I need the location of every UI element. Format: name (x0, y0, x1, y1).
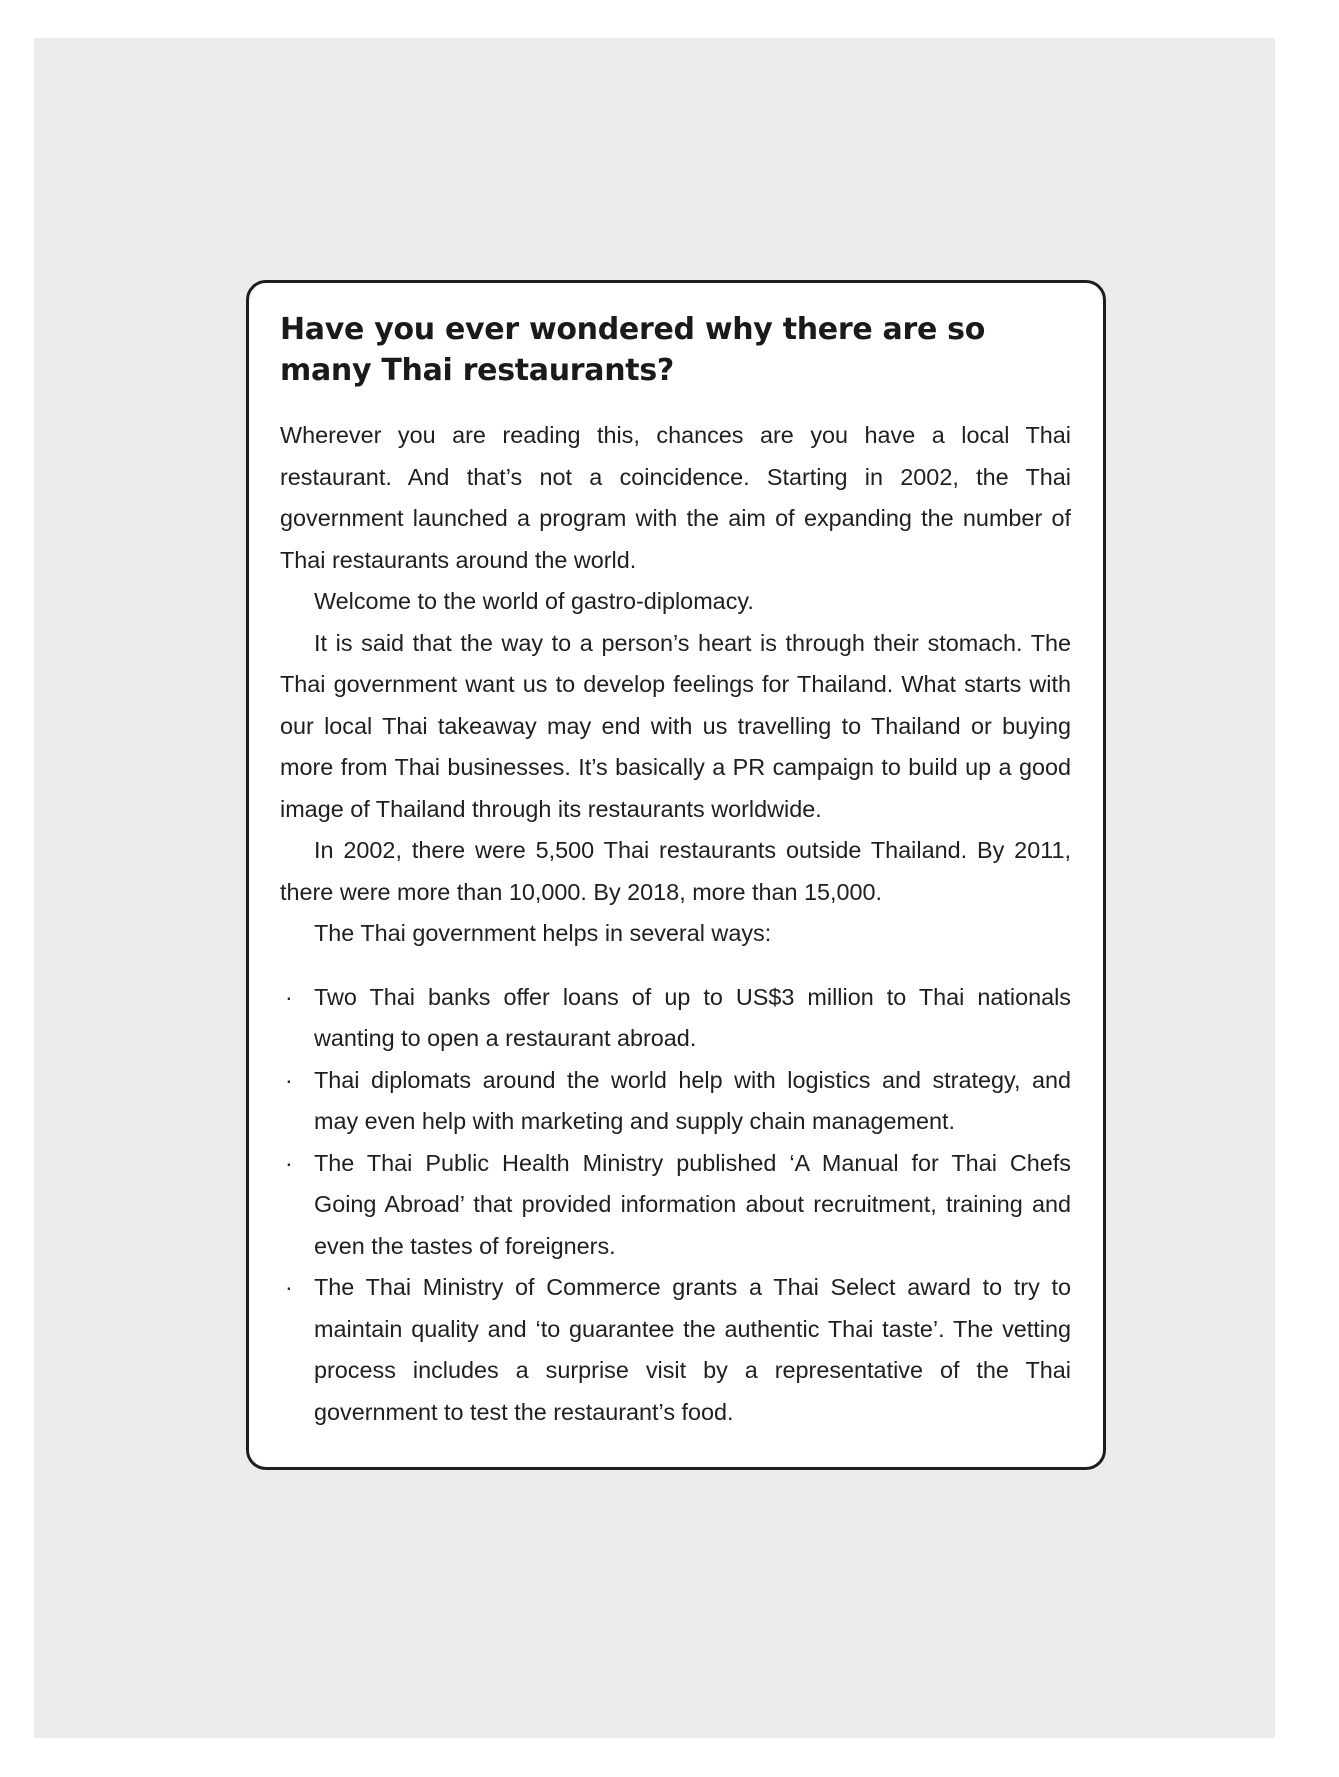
list-item (280, 1143, 1071, 1268)
box-body (280, 415, 1071, 955)
list-item-text: Two Thai banks offer loans of up to US$3 million to Thai nationals wanting to open a restaurant abroad. (314, 983, 1071, 1051)
list-item (280, 1060, 1071, 1143)
box-title: Have you ever wondered why there are so many Thai restaurants? (280, 312, 986, 388)
sidebar-box (246, 280, 1106, 1470)
list-item (280, 1267, 1071, 1433)
bullet-icon: · (285, 1149, 293, 1176)
paragraph-welcome: Welcome to the world of gastro-diplomacy. (314, 588, 754, 614)
paragraph-statistics: In 2002, there were 5,500 Thai restaurants outside Thailand. By 2011, there were more than 10,000. By 2018, more than 15,000. (280, 837, 1071, 905)
bullet-icon: · (285, 1274, 293, 1300)
paragraph-heart: It is said that the way to a person’s heart is through their stomach. The Thai government want us to develop feelings for Thailand. What starts with our local Thai takeaway may end with us travelling to Thailand or buying more from Thai businesses. It’s basically a PR campaign to build up a good image of Thailand through its restaurants worldwide. (280, 629, 1071, 822)
paragraph-intro: Wherever you are reading this, chances are you have a local Thai restaurant. And that’s not a coincidence. Starting in 2002, the Thai government launched a program with the aim of expanding the number of Thai restaurants around the world. (280, 422, 1071, 573)
bullet-icon: · (285, 983, 293, 1010)
list-item-text: The Thai Ministry of Commerce grants a Thai Select award to try to maintain quality and ‘to guarantee the authentic Thai taste’. The vetting process includes a surprise visit by a representative of the Thai government to test the restaurant’s food. (314, 1274, 1071, 1425)
paragraph-ways-intro: The Thai government helps in several ways: (314, 920, 772, 946)
list-item-text: The Thai Public Health Ministry published ‘A Manual for Thai Chefs Going Abroad’ that provided information about recruitment, training and even the tastes of foreigners. (314, 1149, 1071, 1259)
list-item-text: Thai diplomats around the world help with logistics and strategy, and may even help with marketing and supply chain management. (314, 1066, 1071, 1134)
list-item (280, 977, 1071, 1060)
page (34, 38, 1275, 1738)
bullet-list (280, 977, 1071, 1434)
bullet-icon: · (285, 1066, 293, 1093)
